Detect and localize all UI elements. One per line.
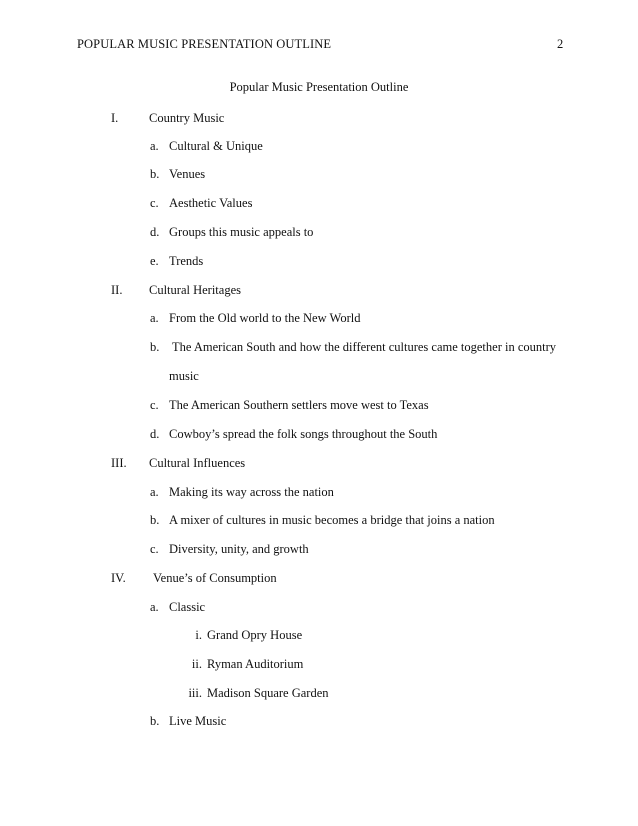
- section-heading: Cultural Heritages: [149, 283, 241, 297]
- item-marker: b.: [150, 714, 160, 728]
- section-numeral: II.: [111, 283, 123, 297]
- item-marker: a.: [150, 485, 159, 499]
- item-text: Diversity, unity, and growth: [169, 542, 309, 556]
- subitem-marker: ii.: [191, 657, 202, 671]
- item-marker: b.: [150, 340, 160, 354]
- item-marker: b.: [150, 513, 160, 527]
- item-marker: d.: [150, 225, 160, 239]
- item-marker: a.: [150, 139, 159, 153]
- page-number: 2: [557, 37, 564, 51]
- section-numeral: III.: [111, 456, 127, 470]
- item-text: Live Music: [169, 714, 227, 728]
- section-heading: Cultural Influences: [149, 456, 246, 470]
- item-marker: b.: [150, 167, 160, 181]
- item-marker: a.: [150, 311, 159, 325]
- subitem-text: Ryman Auditorium: [207, 657, 304, 671]
- item-marker: c.: [150, 542, 159, 556]
- item-text: Trends: [169, 254, 204, 268]
- item-text: The American Southern settlers move west to Texas: [169, 398, 429, 412]
- page-title: Popular Music Presentation Outline: [229, 80, 409, 94]
- subitem-marker: i.: [195, 628, 202, 642]
- item-text: A mixer of cultures in music becomes a bridge that joins a nation: [169, 513, 495, 527]
- item-text: From the Old world to the New World: [169, 311, 361, 325]
- item-marker: c.: [150, 196, 159, 210]
- subitem-marker: iii.: [188, 686, 202, 700]
- item-text: Cultural & Unique: [169, 139, 263, 153]
- section-heading: Venue’s of Consumption: [153, 571, 277, 585]
- subitem-text: Grand Opry House: [207, 628, 303, 642]
- item-marker: e.: [150, 254, 159, 268]
- item-text: The American South and how the different cultures came together in country: [172, 340, 557, 354]
- item-marker: c.: [150, 398, 159, 412]
- subitem-text: Madison Square Garden: [207, 686, 329, 700]
- section-numeral: I.: [111, 111, 119, 125]
- item-text-continuation: music: [169, 369, 199, 383]
- item-text: Aesthetic Values: [169, 196, 253, 210]
- section-numeral: IV.: [111, 571, 126, 585]
- item-text: Classic: [169, 600, 206, 614]
- item-text: Making its way across the nation: [169, 485, 334, 499]
- running-head: POPULAR MUSIC PRESENTATION OUTLINE: [77, 37, 332, 51]
- item-text: Venues: [169, 167, 206, 181]
- item-text: Cowboy’s spread the folk songs throughout the South: [169, 427, 438, 441]
- section-heading: Country Music: [149, 111, 225, 125]
- item-marker: a.: [150, 600, 159, 614]
- item-marker: d.: [150, 427, 160, 441]
- item-text: Groups this music appeals to: [169, 225, 314, 239]
